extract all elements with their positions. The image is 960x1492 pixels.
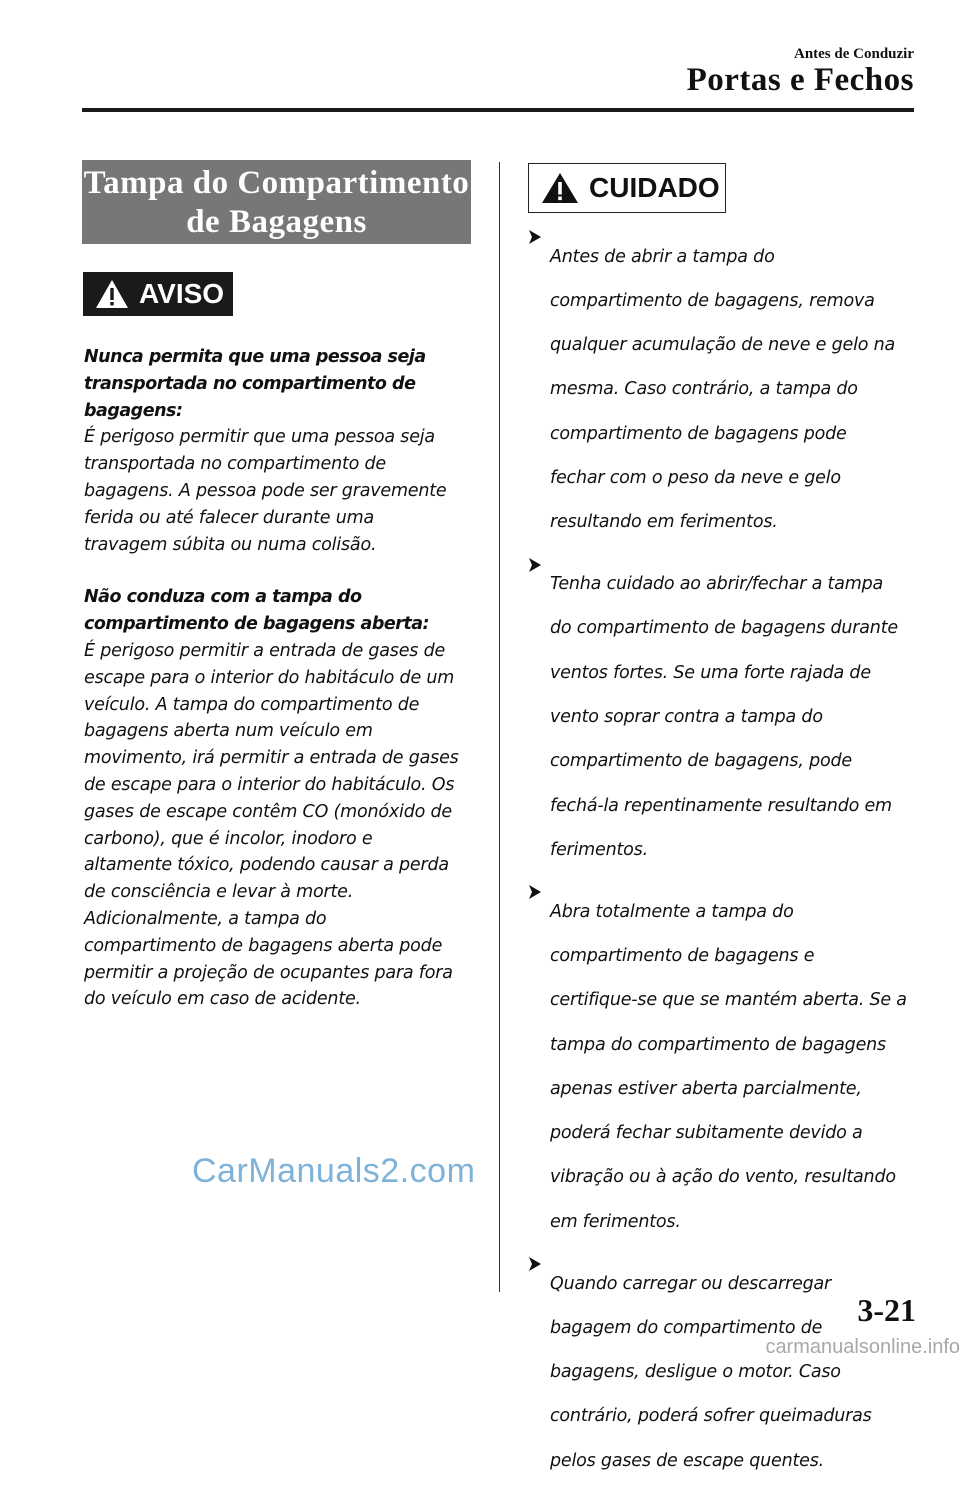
cuidado-text-line: resultando em ferimentos. bbox=[550, 512, 778, 533]
cuidado-text-line: Abra totalmente a tampa do bbox=[550, 901, 794, 922]
cuidado-text-line: poderá fechar subitamente devido a bbox=[550, 1123, 863, 1144]
aviso-heading-line: bagagens: bbox=[84, 400, 183, 421]
cuidado-label: CUIDADO bbox=[589, 172, 720, 203]
cuidado-text-line: mesma. Caso contrário, a tampa do bbox=[550, 379, 858, 400]
cuidado-text-line: qualquer acumulação de neve e gelo na bbox=[550, 335, 896, 356]
cuidado-label-box bbox=[528, 163, 726, 213]
aviso-text-line: bagagens. A pessoa pode ser gravemente bbox=[84, 480, 447, 501]
cuidado-text-line: do compartimento de bagagens durante bbox=[550, 618, 898, 639]
cuidado-text-line: ventos fortes. Se uma forte rajada de bbox=[550, 662, 871, 683]
aviso-text-line: permitir a projeção de ocupantes para fora bbox=[84, 962, 453, 983]
aviso-text-line: movimento, irá permitir a entrada de gases bbox=[84, 748, 459, 769]
footer-site: carmanualsonline.info bbox=[765, 1336, 960, 1358]
section-title-line1: Tampa do Compartimento bbox=[83, 165, 470, 201]
cuidado-text-line: compartimento de bagagens, remova bbox=[550, 290, 875, 311]
aviso-heading-line: compartimento de bagagens aberta: bbox=[84, 614, 430, 635]
cuidado-bullet-item bbox=[528, 881, 920, 1253]
cuidado-text-line: contrário, poderá sofrer queimaduras bbox=[550, 1406, 872, 1427]
warning-triangle-icon bbox=[95, 279, 129, 309]
aviso-text-line: altamente tóxico, podendo causar a perda bbox=[84, 855, 449, 876]
header-rule bbox=[82, 108, 914, 112]
section-title-line2: de Bagagens bbox=[186, 204, 367, 240]
cuidado-text-line: Tenha cuidado ao abrir/fechar a tampa bbox=[550, 574, 883, 595]
cuidado-text-line: tampa do compartimento de bagagens bbox=[550, 1034, 886, 1055]
aviso-label-box bbox=[83, 272, 233, 316]
aviso-text-line: carbono), que é incolor, inodoro e bbox=[84, 828, 373, 849]
watermark: CarManuals2.com bbox=[192, 1152, 476, 1190]
cuidado-text-line: Quando carregar ou descarregar bbox=[550, 1273, 832, 1294]
aviso-text-line: veículo. A tampa do compartimento de bbox=[84, 694, 420, 715]
cuidado-text-line: compartimento de bagagens, pode bbox=[550, 751, 852, 772]
column-divider bbox=[499, 162, 500, 1292]
aviso-text-line: transportada no compartimento de bbox=[84, 454, 386, 475]
cuidado-bullet-text bbox=[550, 226, 920, 554]
cuidado-bullet-text bbox=[550, 1253, 920, 1492]
aviso-text-line: de consciência e levar à morte. bbox=[84, 882, 354, 903]
header-chapter: Antes de Conduzir bbox=[793, 46, 914, 62]
aviso-text-line: Adicionalmente, a tampa do bbox=[84, 908, 327, 929]
aviso-text-line: ferida ou até falecer durante uma bbox=[84, 507, 374, 528]
cuidado-text-line: em ferimentos. bbox=[550, 1211, 681, 1232]
aviso-text-line: escape para o interior do habitáculo de um bbox=[84, 667, 455, 688]
cuidado-text-line: bagagens, desligue o motor. Caso bbox=[550, 1362, 841, 1383]
aviso-text-line: travagem súbita ou numa colisão. bbox=[84, 534, 377, 555]
cuidado-text-line: ferimentos. bbox=[550, 839, 648, 860]
cuidado-text-line: vibração ou à ação do vento, resultando bbox=[550, 1167, 896, 1188]
arrow-bullet-icon bbox=[528, 881, 550, 1253]
cuidado-bullet-item bbox=[528, 554, 920, 882]
cuidado-bullet-text bbox=[550, 881, 920, 1253]
aviso-text-line: gases de escape contêm CO (monóxido de bbox=[84, 801, 452, 822]
arrow-bullet-icon bbox=[528, 1253, 550, 1492]
cuidado-text-line: certifique-se que se mantém aberta. Se a bbox=[550, 990, 907, 1011]
aviso-text-line: bagagens aberta num veículo em bbox=[84, 721, 373, 742]
cuidado-text-line: Antes de abrir a tampa do bbox=[550, 246, 775, 267]
cuidado-text-line: apenas estiver aberta parcialmente, bbox=[550, 1078, 862, 1099]
cuidado-text-line: fechá-la repentinamente resultando em bbox=[550, 795, 892, 816]
cuidado-text-line: compartimento de bagagens e bbox=[550, 945, 815, 966]
aviso-heading-line: Nunca permita que uma pessoa seja bbox=[84, 347, 426, 367]
aviso-text-line: É perigoso permitir a entrada de gases de bbox=[84, 640, 446, 661]
arrow-bullet-icon bbox=[528, 554, 550, 882]
page-number: 3-21 bbox=[857, 1292, 916, 1328]
aviso-heading-line: transportada no compartimento de bbox=[84, 373, 416, 394]
aviso-text bbox=[84, 344, 476, 1013]
aviso-text-line: de escape para o interior do habitáculo. Os bbox=[84, 774, 455, 795]
cuidado-text-line: fechar com o peso da neve e gelo bbox=[550, 467, 841, 488]
cuidado-bullet-item bbox=[528, 1253, 920, 1492]
cuidado-bullet-text bbox=[550, 554, 920, 882]
cuidado-text-line: vento soprar contra a tampa do bbox=[550, 706, 823, 727]
cuidado-text-line: compartimento de bagagens pode bbox=[550, 423, 847, 444]
cuidado-bullet-item bbox=[528, 226, 920, 554]
arrow-bullet-icon bbox=[528, 226, 550, 554]
header-section-title: Portas e Fechos bbox=[686, 62, 914, 98]
aviso-text-line: compartimento de bagagens aberta pode bbox=[84, 935, 443, 956]
aviso-label: AVISO bbox=[139, 278, 225, 309]
warning-triangle-icon bbox=[541, 172, 579, 204]
paragraph-gap bbox=[84, 558, 476, 584]
cuidado-text-line: bagagem do compartimento de bbox=[550, 1317, 823, 1338]
section-title-box bbox=[82, 160, 471, 244]
aviso-text-line: do veículo em caso de acidente. bbox=[84, 989, 361, 1010]
cuidado-text-line: pelos gases de escape quentes. bbox=[550, 1450, 824, 1471]
aviso-heading-line: Não conduza com a tampa do bbox=[84, 587, 362, 608]
aviso-text-line: É perigoso permitir que uma pessoa seja bbox=[84, 427, 435, 448]
